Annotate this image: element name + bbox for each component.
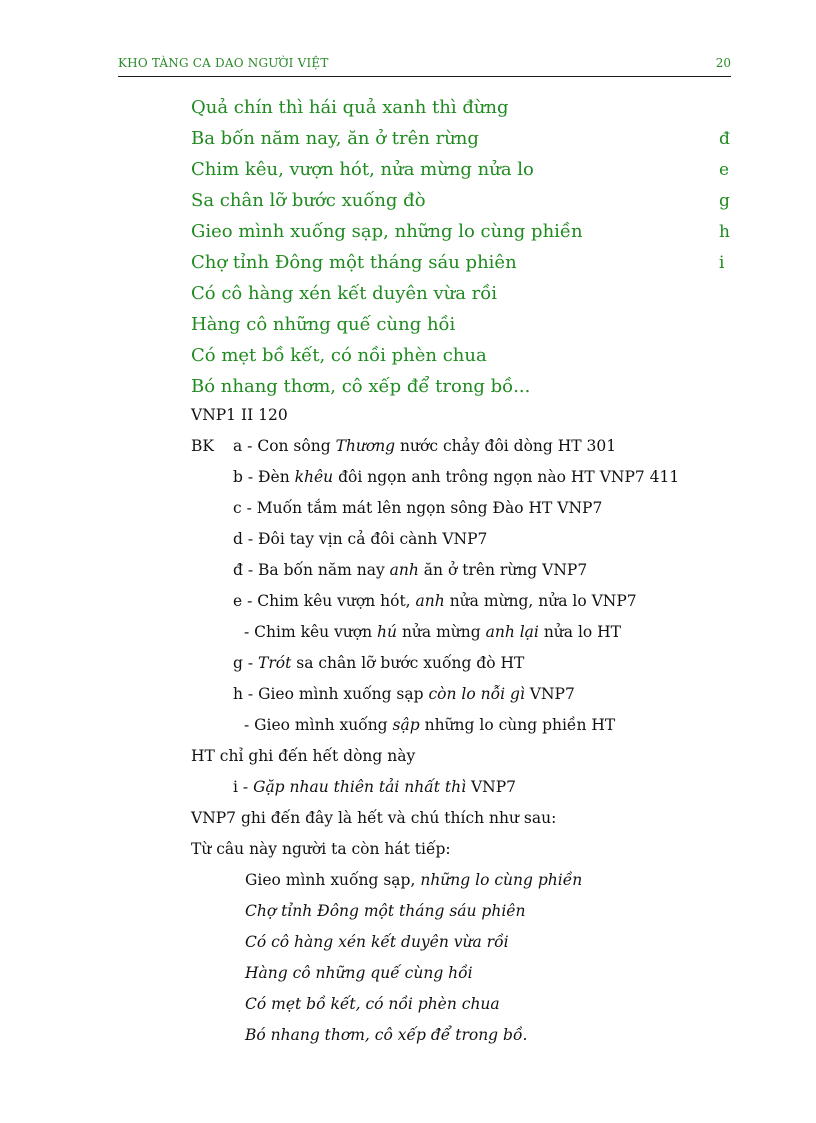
note-d: d - Đôi tay vịn cả đôi cành VNP7 [233,530,488,548]
vnp7-note: VNP7 ghi đến đây là hết và chú thích như sau: [191,809,557,827]
variant-mark: h [719,222,730,242]
poem-line: Chim kêu, vượn hót, nửa mừng nửa lo e [191,156,736,187]
bk-label: BK [191,437,214,455]
poem-line: Gieo mình xuống sạp, những lo cùng phiền h [191,218,736,249]
note-e1: e - Chim kêu vượn hót, anh nửa mừng, nửa lo VNP7 [233,592,637,610]
poem-line: Chợ tỉnh Đông một tháng sáu phiên i [191,249,736,280]
variant-notes [191,401,736,1052]
note-b: b - Đèn khêu đôi ngọn anh trông ngọn nào HT VNP7 411 [233,468,680,486]
variant-mark: đ [719,129,730,149]
book-title: KHO TÀNG CA DAO NGƯỜI VIỆT [118,56,329,70]
variant-mark: i [719,253,725,273]
continuation-line: Gieo mình xuống sạp, những lo cùng phiền [245,871,583,889]
note-e2: - Chim kêu vượn hú nửa mừng anh lại nửa lo HT [244,623,622,641]
page-header [118,56,731,77]
continuation-line: Có mẹt bồ kết, có nồi phèn chua [245,995,500,1013]
note-h2: - Gieo mình xuống sập những lo cùng phiền HT [244,716,616,734]
note-dd: đ - Ba bốn năm nay anh ăn ở trên rừng VNP7 [233,561,588,579]
poem-line: Có cô hàng xén kết duyên vừa rồi [191,283,498,304]
continuation-line: Hàng cô những quế cùng hồi [245,964,473,982]
note-g: g - Trót sa chân lỡ bước xuống đò HT [233,654,525,672]
poem-line: Ba bốn năm nay, ăn ở trên rừng đ [191,125,736,156]
ht-note: HT chỉ ghi đến hết dòng này [191,747,416,765]
continuation-line: Bó nhang thơm, cô xếp để trong bồ. [245,1026,528,1044]
note-i: i - Gặp nhau thiên tải nhất thì VNP7 [233,778,517,796]
poem-line: Hàng cô những quế cùng hồi [191,314,456,335]
note-a: BK a - Con sông Thương nước chảy đôi dòng HT 301 [191,432,736,463]
note-h1: h - Gieo mình xuống sạp còn lo nỗi gì VNP7 [233,685,575,703]
continuation-line: Chợ tỉnh Đông một tháng sáu phiên [245,902,526,920]
continuation-intro: Từ câu này người ta còn hát tiếp: [191,840,451,858]
continuation-line: Có cô hàng xén kết duyên vừa rồi [245,933,509,951]
poem-line: Sa chân lỡ bước xuống đò g [191,187,736,218]
note-c: c - Muốn tắm mát lên ngọn sông Đào HT VNP7 [233,499,603,517]
poem-line: Bó nhang thơm, cô xếp để trong bồ... [191,376,531,397]
poem-block [191,94,736,404]
poem-line: Quả chín thì hái quả xanh thì đừng [191,97,509,118]
poem-line: Có mẹt bồ kết, có nồi phèn chua [191,345,487,366]
variant-mark: g [719,191,730,211]
page-number: 20 [715,56,731,70]
variant-mark: e [719,160,730,180]
source-ref: VNP1 II 120 [191,406,288,424]
